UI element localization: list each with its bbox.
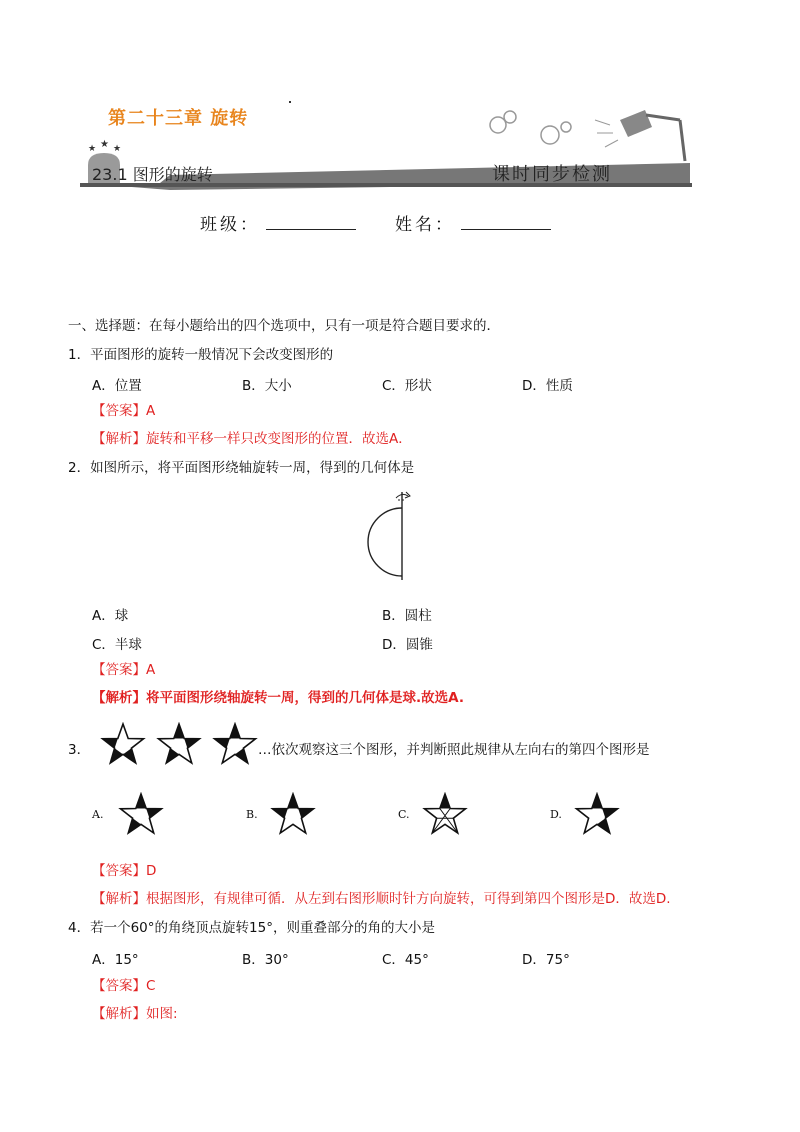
question-1-option-a: A．位置 xyxy=(92,378,142,394)
option-d-star xyxy=(577,794,618,833)
star-1 xyxy=(103,724,144,763)
class-label: 班级： xyxy=(200,215,260,235)
question-4-option-b: B．30° xyxy=(242,952,289,968)
question-3-answer xyxy=(92,862,156,880)
name-blank xyxy=(461,215,551,230)
question-4-analysis xyxy=(92,1005,178,1023)
option-a-star xyxy=(121,794,162,833)
section-title: 23.1 图形的旋转 xyxy=(92,165,213,184)
analysis-text: 如图: xyxy=(146,1006,178,1022)
analysis-label: 【解析】 xyxy=(92,1006,146,1022)
question-2-answer xyxy=(92,661,155,679)
name-label: 姓名： xyxy=(395,215,455,235)
question-2-option-a: A．球 xyxy=(92,608,129,624)
question-3-analysis xyxy=(92,890,671,908)
analysis-label: 【解析】 xyxy=(92,690,146,706)
analysis-label: 【解析】 xyxy=(92,891,146,907)
analysis-label: 【解析】 xyxy=(92,431,146,447)
chapter-title: 第二十三章 旋转 xyxy=(108,108,249,129)
question-2-option-d: D．圆锥 xyxy=(382,637,433,653)
question-3-option-a: A. xyxy=(92,808,104,821)
option-c-star xyxy=(425,794,466,833)
class-field xyxy=(200,210,356,235)
sync-title: 课时同步检测 xyxy=(492,164,612,185)
answer-label: 【答案】 xyxy=(92,662,146,678)
star-3 xyxy=(215,724,256,763)
section-intro: 一、选择题：在每小题给出的四个选项中，只有一项是符合题目要求的． xyxy=(68,318,500,334)
star-options-figure xyxy=(118,792,628,838)
answer-value: D xyxy=(146,863,157,879)
question-1-stem: 1．平面图形的旋转一般情况下会改变图形的 xyxy=(68,347,334,363)
question-3-number: 3． xyxy=(68,742,91,758)
question-2-stem: 2．如图所示，将平面图形绕轴旋转一周，得到的几何体是 xyxy=(68,460,415,476)
question-1-analysis xyxy=(92,430,412,448)
question-1-answer xyxy=(92,402,155,420)
star-2 xyxy=(159,724,200,763)
question-3-option-d: D. xyxy=(550,808,562,821)
question-1-option-c: C．形状 xyxy=(382,378,432,394)
question-3-option-b: B. xyxy=(246,808,258,821)
question-4-option-d: D．75° xyxy=(522,952,570,968)
question-2-option-c: C．半球 xyxy=(92,637,142,653)
svg-text:★: ★ xyxy=(88,144,97,154)
star-sequence-figure xyxy=(100,722,260,768)
svg-text:★: ★ xyxy=(100,139,109,150)
semicircle-rotation-figure xyxy=(360,486,420,586)
answer-value: A xyxy=(146,403,156,419)
question-1-option-d: D．性质 xyxy=(522,378,573,394)
question-2-option-b: B．圆柱 xyxy=(382,608,432,624)
answer-label: 【答案】 xyxy=(92,403,146,419)
answer-label: 【答案】 xyxy=(92,978,146,994)
name-field xyxy=(395,210,551,235)
question-1-option-b: B．大小 xyxy=(242,378,292,394)
analysis-text: 根据图形，有规律可循．从左到右图形顺时针方向旋转，可得到第四个图形是D．故选D. xyxy=(146,891,671,907)
option-b-star xyxy=(273,794,314,833)
question-4-stem: 4．若一个60°的角绕顶点旋转15°，则重叠部分的角的大小是 xyxy=(68,920,435,936)
svg-text:★: ★ xyxy=(113,144,122,154)
question-3-option-c: C. xyxy=(398,808,410,821)
answer-value: C xyxy=(146,978,156,994)
analysis-text: 将平面图形绕轴旋转一周，得到的几何体是球.故选A. xyxy=(146,690,464,706)
analysis-text: 旋转和平移一样只改变图形的位置．故选A． xyxy=(146,431,412,447)
class-blank xyxy=(266,215,356,230)
question-4-option-c: C．45° xyxy=(382,952,429,968)
answer-label: 【答案】 xyxy=(92,863,146,879)
question-2-analysis xyxy=(92,689,464,707)
question-4-answer xyxy=(92,977,155,995)
answer-value: A xyxy=(146,662,156,678)
question-3-stem: …依次观察这三个图形，并判断照此规律从左向右的第四个图形是 xyxy=(258,742,650,758)
question-4-option-a: A．15° xyxy=(92,952,139,968)
